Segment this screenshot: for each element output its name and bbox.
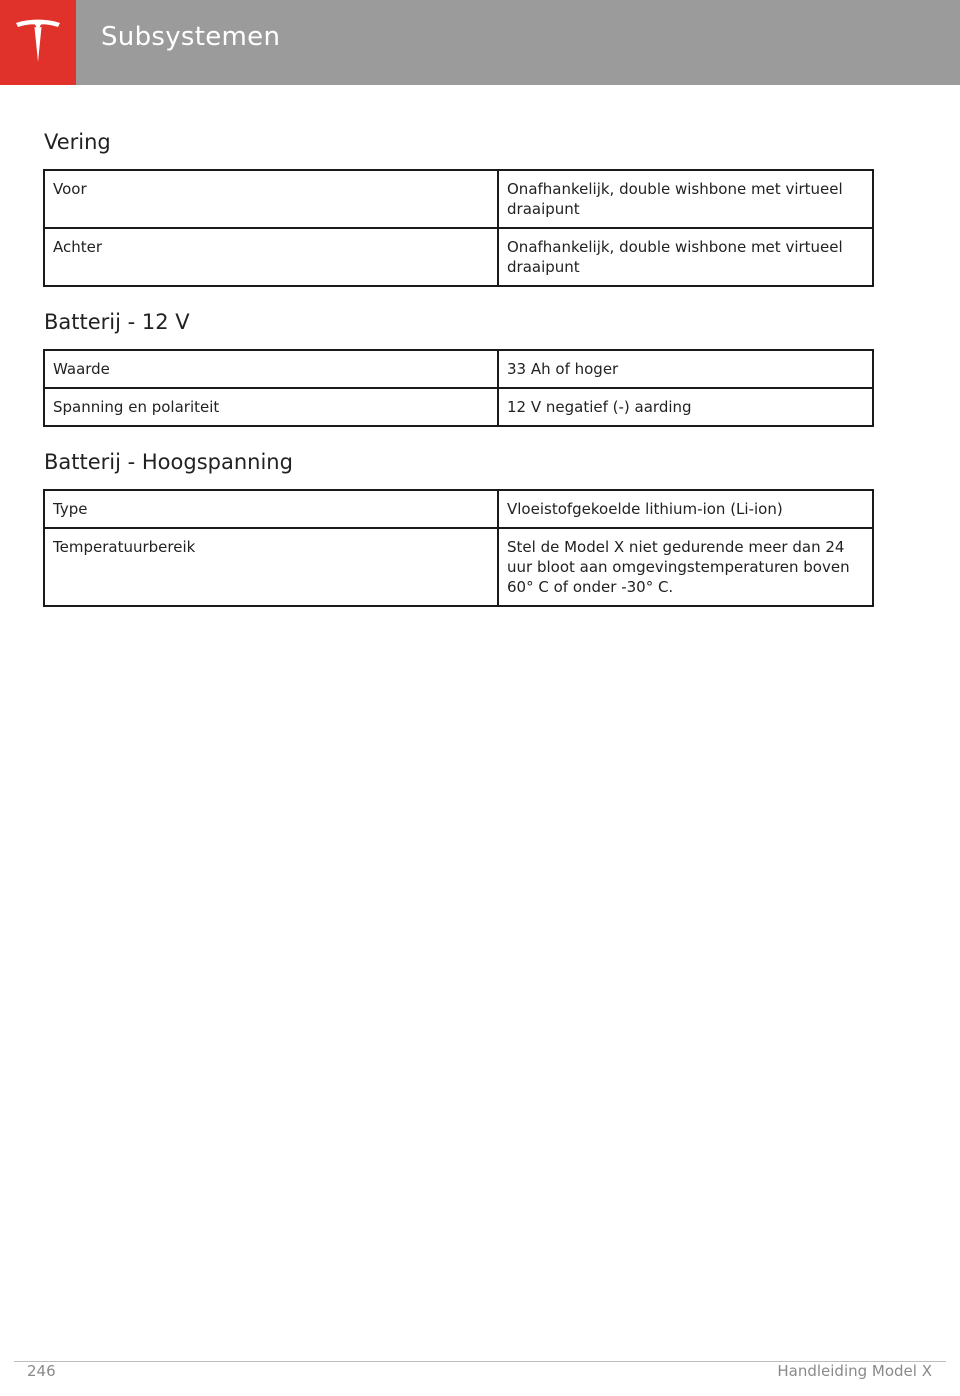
spec-table-vering [43, 169, 874, 287]
table-row [44, 350, 873, 388]
row-value: Stel de Model X niet gedurende meer dan 24 uur bloot aan omgevingstemperaturen boven 60° C of onder -30° C. [498, 528, 873, 606]
spec-table-batterij-hoogspanning [43, 489, 874, 607]
section-title-batterij-12v: Batterij - 12 V [44, 310, 190, 334]
row-label: Type [44, 490, 498, 528]
row-value: 12 V negatief (-) aarding [498, 388, 873, 426]
row-label: Temperatuurbereik [44, 528, 498, 606]
table-row [44, 170, 873, 228]
row-label: Waarde [44, 350, 498, 388]
table-row [44, 228, 873, 286]
row-label: Achter [44, 228, 498, 286]
row-value: 33 Ah of hoger [498, 350, 873, 388]
table-row [44, 528, 873, 606]
row-label: Spanning en polariteit [44, 388, 498, 426]
page-number: 246 [27, 1362, 56, 1380]
row-value: Onafhankelijk, double wishbone met virtueel draaipunt [498, 170, 873, 228]
page-header [0, 0, 960, 85]
row-value: Vloeistofgekoelde lithium-ion (Li-ion) [498, 490, 873, 528]
row-value: Onafhankelijk, double wishbone met virtueel draaipunt [498, 228, 873, 286]
manual-name: Handleiding Model X [777, 1362, 932, 1380]
brand-logo [0, 0, 76, 85]
tesla-logo-icon [13, 16, 63, 66]
section-title-batterij-hoogspanning: Batterij - Hoogspanning [44, 450, 293, 474]
row-label: Voor [44, 170, 498, 228]
table-row [44, 388, 873, 426]
spec-table-batterij-12v [43, 349, 874, 427]
table-row [44, 490, 873, 528]
page-title: Subsystemen [101, 22, 281, 52]
section-title-vering: Vering [44, 130, 111, 154]
